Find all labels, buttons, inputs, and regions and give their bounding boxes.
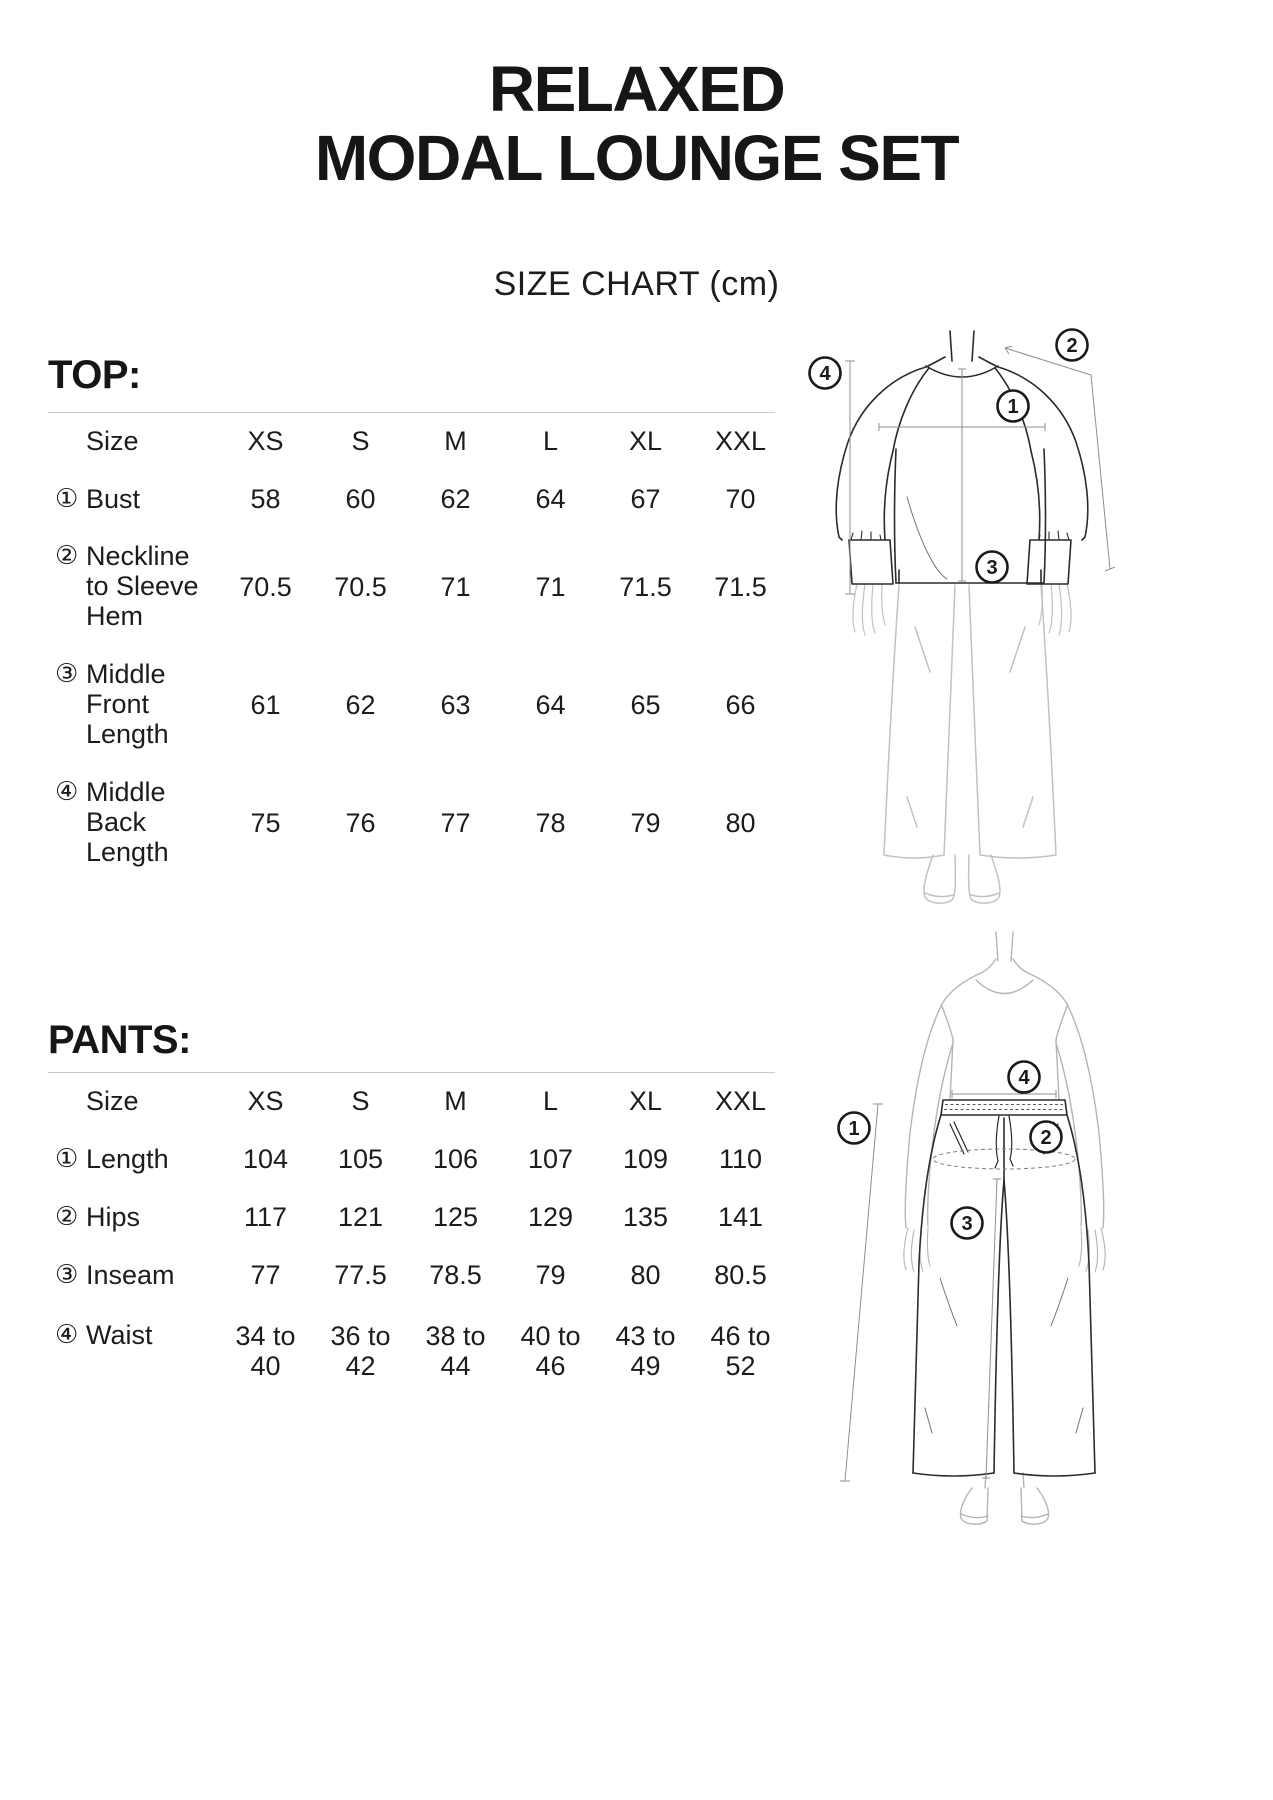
column-header: S bbox=[351, 426, 370, 456]
circled-3-marker: ③ bbox=[55, 659, 79, 689]
size-value: 65 bbox=[630, 690, 661, 720]
pants-garment-illustration bbox=[790, 928, 1130, 1548]
size-value: 125 bbox=[432, 1202, 479, 1232]
size-value: 71 bbox=[535, 572, 566, 602]
size-value: 104 bbox=[242, 1144, 289, 1174]
column-header: Size bbox=[86, 1086, 139, 1116]
column-header: XL bbox=[628, 1086, 663, 1116]
page-title-line2: MODAL LOUNGE SET bbox=[314, 122, 959, 194]
table-row bbox=[48, 1199, 793, 1235]
pants-section-divider bbox=[48, 1072, 775, 1073]
pants-figure-marker-3 bbox=[952, 1208, 983, 1239]
pants-figure-marker-1 bbox=[839, 1113, 870, 1144]
size-value: 129 bbox=[527, 1202, 574, 1232]
size-value: 75 bbox=[250, 808, 281, 838]
size-value: 70 bbox=[725, 484, 756, 514]
measurement-label: Length bbox=[86, 1144, 169, 1174]
top-garment-illustration bbox=[795, 327, 1125, 912]
measurement-label: Bust bbox=[86, 484, 141, 514]
top-size-table bbox=[48, 423, 793, 869]
measurement-label: Middle Back Length bbox=[86, 777, 169, 867]
size-value: 64 bbox=[535, 484, 566, 514]
size-value: 64 bbox=[535, 690, 566, 720]
circled-3-marker: ③ bbox=[55, 1260, 79, 1290]
size-value: 76 bbox=[345, 808, 376, 838]
pants-outline bbox=[913, 1100, 1095, 1476]
table-header-row bbox=[48, 423, 793, 459]
size-value: 71.5 bbox=[714, 572, 767, 602]
size-value: 71 bbox=[440, 572, 471, 602]
measurement-label: Hips bbox=[86, 1202, 141, 1232]
size-value: 79 bbox=[630, 808, 661, 838]
hands-sketch bbox=[853, 584, 1071, 635]
measurement-label: Inseam bbox=[86, 1260, 175, 1290]
column-header: Size bbox=[86, 426, 139, 456]
svg-text:1: 1 bbox=[848, 1118, 860, 1140]
pants-section-heading: PANTS: bbox=[48, 1018, 191, 1062]
measurement-label: Middle Front Length bbox=[86, 659, 169, 749]
measurement-lines bbox=[840, 1090, 1056, 1481]
circled-2-marker: ② bbox=[55, 1202, 79, 1232]
svg-text:3: 3 bbox=[961, 1213, 973, 1235]
column-header: XL bbox=[628, 426, 663, 456]
size-value: 67 bbox=[630, 484, 661, 514]
size-value: 109 bbox=[622, 1144, 669, 1174]
size-value: 135 bbox=[622, 1202, 669, 1232]
size-value: 77 bbox=[250, 1260, 281, 1290]
size-value: 77.5 bbox=[334, 1260, 387, 1290]
size-value: 61 bbox=[250, 690, 281, 720]
column-header: S bbox=[351, 1086, 370, 1116]
size-value: 58 bbox=[250, 484, 281, 514]
column-header: XS bbox=[247, 426, 284, 456]
top-section-divider bbox=[48, 412, 775, 413]
faded-pants-sketch bbox=[884, 585, 1056, 903]
svg-text:1: 1 bbox=[1007, 396, 1019, 418]
circled-1-marker: ① bbox=[55, 1144, 79, 1174]
size-value: 121 bbox=[337, 1202, 384, 1232]
column-header: L bbox=[542, 426, 559, 456]
table-row bbox=[48, 1257, 793, 1293]
table-row bbox=[48, 659, 793, 751]
table-row bbox=[48, 1315, 793, 1387]
table-header-row bbox=[48, 1083, 793, 1119]
size-value: 110 bbox=[718, 1144, 763, 1174]
column-header: M bbox=[444, 426, 467, 456]
size-value: 70.5 bbox=[239, 572, 292, 602]
page-subtitle: SIZE CHART (cm) bbox=[493, 265, 780, 303]
top-section-heading: TOP: bbox=[48, 353, 141, 397]
top-figure-marker-4 bbox=[810, 358, 841, 389]
size-value: 80 bbox=[630, 1260, 661, 1290]
pants-size-table bbox=[48, 1083, 793, 1387]
size-value: 79 bbox=[535, 1260, 566, 1290]
size-value: 71.5 bbox=[619, 572, 672, 602]
size-value: 107 bbox=[527, 1144, 574, 1174]
size-value: 63 bbox=[440, 690, 471, 720]
table-row bbox=[48, 541, 793, 633]
table-row bbox=[48, 481, 793, 517]
svg-text:4: 4 bbox=[1018, 1067, 1030, 1089]
size-value: 80.5 bbox=[714, 1260, 767, 1290]
size-value: 36 to 42 bbox=[330, 1321, 391, 1381]
size-value: 34 to 40 bbox=[235, 1321, 296, 1381]
top-figure-marker-1 bbox=[998, 391, 1029, 422]
top-figure-marker-2 bbox=[1057, 330, 1088, 361]
size-value: 38 to 44 bbox=[425, 1321, 486, 1381]
column-header: M bbox=[444, 1086, 467, 1116]
measurement-label: Neckline to Sleeve Hem bbox=[86, 541, 199, 631]
circled-4-marker: ④ bbox=[55, 1320, 79, 1350]
mannequin-sketch bbox=[904, 932, 1105, 1524]
size-value: 78 bbox=[535, 808, 566, 838]
table-row bbox=[48, 1141, 793, 1177]
size-value: 80 bbox=[725, 808, 756, 838]
measurement-label: Waist bbox=[86, 1320, 153, 1350]
size-value: 66 bbox=[725, 690, 756, 720]
size-value: 105 bbox=[337, 1144, 384, 1174]
column-header: XXL bbox=[714, 426, 767, 456]
pants-figure-marker-2 bbox=[1031, 1122, 1062, 1153]
svg-text:2: 2 bbox=[1066, 335, 1078, 357]
svg-text:4: 4 bbox=[819, 363, 831, 385]
size-value: 106 bbox=[432, 1144, 479, 1174]
circled-4-marker: ④ bbox=[55, 777, 79, 807]
size-value: 43 to 49 bbox=[615, 1321, 676, 1381]
svg-text:3: 3 bbox=[986, 557, 998, 579]
top-figure-marker-3 bbox=[977, 552, 1008, 583]
size-value: 40 to 46 bbox=[520, 1321, 581, 1381]
column-header: L bbox=[542, 1086, 559, 1116]
table-row bbox=[48, 777, 793, 869]
column-header: XS bbox=[247, 1086, 284, 1116]
size-value: 46 to 52 bbox=[710, 1321, 771, 1381]
size-value: 141 bbox=[717, 1202, 764, 1232]
size-value: 78.5 bbox=[429, 1260, 482, 1290]
column-header: XXL bbox=[714, 1086, 767, 1116]
page-title bbox=[0, 55, 1273, 193]
page-title-line1: RELAXED bbox=[488, 53, 785, 125]
svg-text:2: 2 bbox=[1040, 1127, 1052, 1149]
size-value: 62 bbox=[345, 690, 376, 720]
size-value: 60 bbox=[345, 484, 376, 514]
pants-figure-marker-4 bbox=[1009, 1062, 1040, 1093]
size-value: 70.5 bbox=[334, 572, 387, 602]
circled-1-marker: ① bbox=[55, 484, 79, 514]
size-value: 77 bbox=[440, 808, 471, 838]
circled-2-marker: ② bbox=[55, 541, 79, 571]
size-value: 62 bbox=[440, 484, 471, 514]
size-value: 117 bbox=[243, 1202, 288, 1232]
